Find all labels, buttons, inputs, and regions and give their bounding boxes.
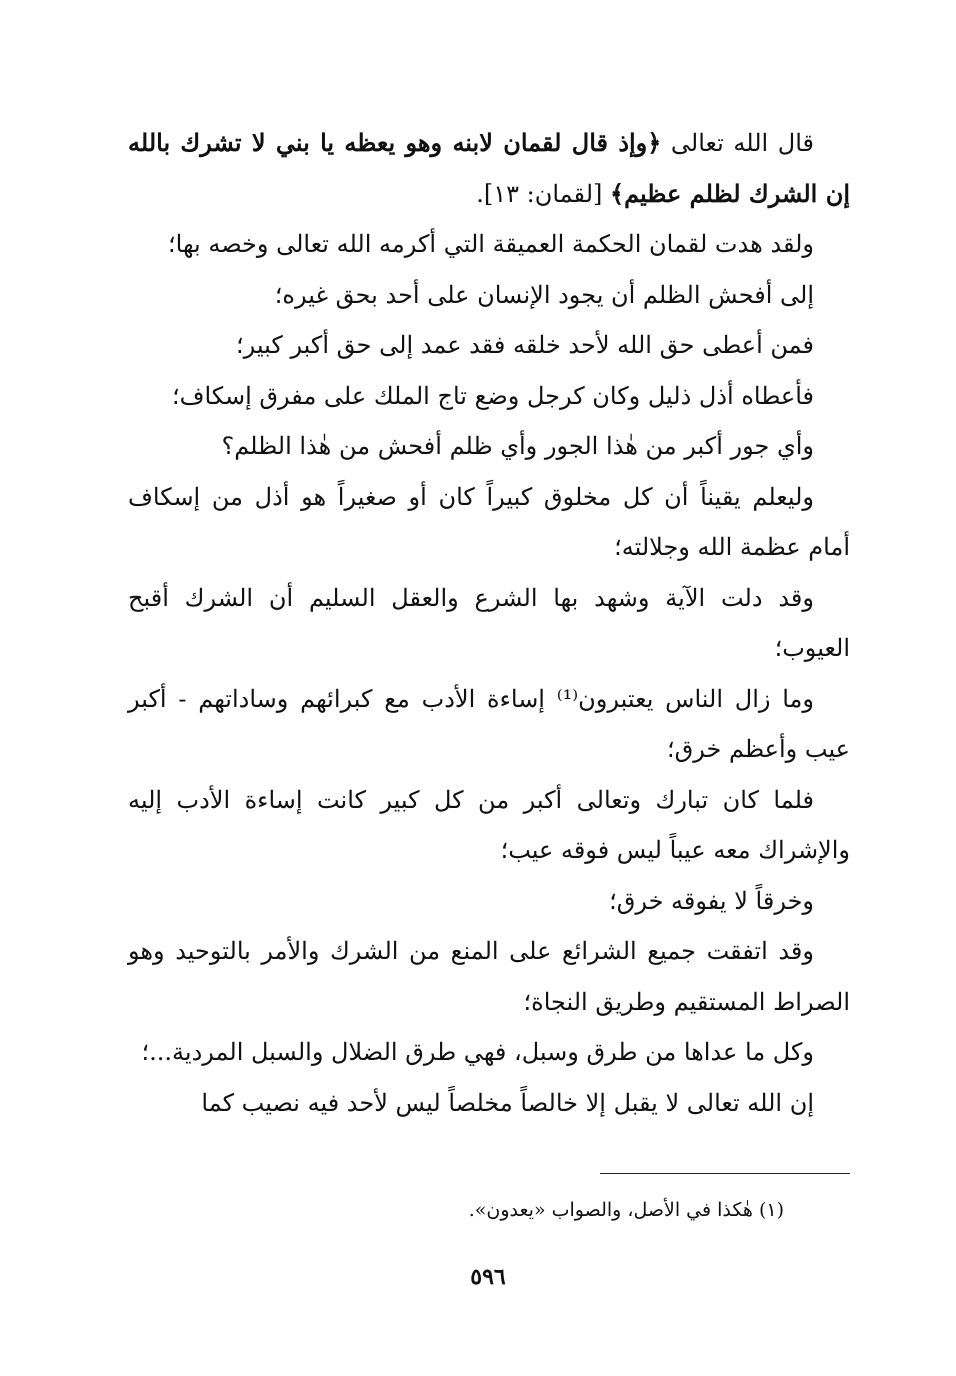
verse-intro: قال الله تعالى	[661, 129, 814, 157]
footnote: (١) هٰكذا في الأصل، والصواب «يعدون».	[468, 1199, 784, 1221]
paragraph: ولقد هدت لقمان الحكمة العميقة التي أكرمه الله تعالى وخصه بها؛	[168, 230, 814, 258]
paragraph: إلى أفحش الظلم أن يجود الإنسان على أحد بحق غيره؛	[274, 280, 814, 309]
paragraph: وليعلم يقيناً أن كل مخلوق كبيراً كان أو صغيراً هو أذل من إسكاف أمام عظمة الله وجلالته؛	[128, 482, 850, 561]
paragraph: وقد اتفقت جميع الشرائع على المنع من الشرك والأمر بالتوحيد وهو الصراط المستقيم وطريق النجاة؛	[128, 937, 850, 1016]
paragraph: وما زال الناس يعتبرون⁽¹⁾ إساءة الأدب مع كبرائهم وساداتهم - أكبر عيب وأعظم خرق؛	[128, 684, 850, 763]
paragraph: فأعطاه أذل ذليل وكان كرجل وضع تاج الملك على مفرق إسكاف؛	[171, 381, 814, 410]
paragraph: فمن أعطى حق الله لأحد خلقه فقد عمد إلى حق أكبر كبير؛	[236, 331, 814, 359]
page-number: ٥٩٦	[470, 1264, 506, 1290]
paragraph: وخرقاً لا يفوقه خرق؛	[609, 886, 814, 915]
quran-verse: ﴿وإذ قال لقمان لابنه وهو يعظه يا بني لا تشرك بالله إن الشرك لظلم عظيم﴾	[128, 128, 850, 208]
paragraph: وكل ما عداها من طرق وسبل، فهي طرق الضلال والسبل المردية...؛	[141, 1038, 814, 1066]
paragraph: وأي جور أكبر من هٰذا الجور وأي ظلم أفحش من هٰذا الظلم؟	[221, 432, 814, 460]
paragraph: وقد دلت الآية وشهد بها الشرع والعقل السليم أن الشرك أقبح العيوب؛	[128, 583, 850, 662]
footnote-divider	[600, 1173, 850, 1174]
verse-reference: [لقمان: ١٣].	[476, 179, 611, 208]
paragraph: فلما كان تبارك وتعالى أكبر من كل كبير كانت إساءة الأدب إليه والإشراك معه عيباً ليس فوقه عيب؛	[128, 785, 850, 864]
paragraph: إن الله تعالى لا يقبل إلا خالصاً مخلصاً ليس لأحد فيه نصيب كما	[201, 1088, 814, 1117]
paragraph-quran-verse	[128, 118, 850, 219]
main-text	[128, 118, 850, 1128]
